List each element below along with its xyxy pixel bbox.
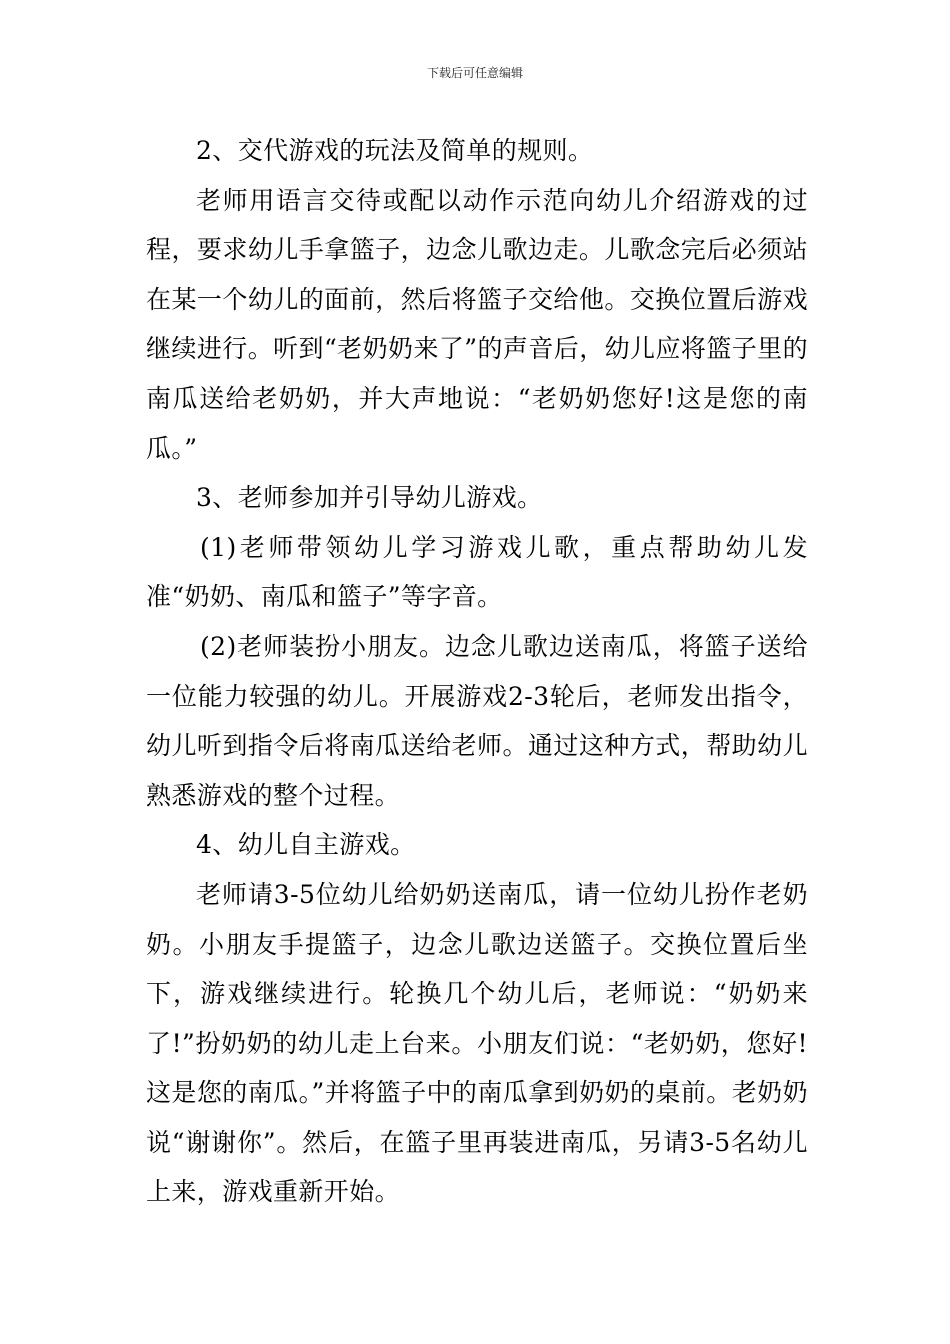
paragraph-step-4-title: 4、幼儿自主游戏。 (196, 830, 416, 860)
document-body (146, 126, 808, 1217)
paragraph-step-2-title: 2、交代游戏的玩法及简单的规则。 (196, 136, 594, 165)
paragraph-step-4-body: 老师请3-5位幼儿给奶奶送南瓜，请一位幼儿扮作老奶奶。小朋友手提篮子，边念儿歌边送篮子。交换位置后坐下，游戏继续进行。轮换几个幼儿后，老师说：“奶奶来了!”扮奶奶的幼儿走上台来。小朋友们说：“老奶奶，您好!这是您的南瓜。”并将篮子中的南瓜拿到奶奶的桌前。老奶奶说“谢谢你”。然后，在篮子里再装进南瓜，另请3-5名幼儿上来，游戏重新开始。 (146, 879, 808, 1207)
page-header: 下载后可任意编辑 (426, 66, 523, 80)
paragraph-step-3-title: 3、老师参加并引导幼儿游戏。 (196, 483, 543, 513)
paragraph-step-3-sub-1: (1)老师带领幼儿学习游戏儿歌，重点帮助幼儿发准“奶奶、南瓜和篮子”等字音。 (146, 532, 808, 612)
paragraph-step-2-body: 老师用语言交待或配以动作示范向幼儿介绍游戏的过程，要求幼儿手拿篮子，边念儿歌边走。儿歌念完后必须站在某一个幼儿的面前，然后将篮子交给他。交换位置后游戏继续进行。听到“老奶奶来了”的声音后，幼儿应将篮子里的南瓜送给老奶奶，并大声地说：“老奶奶您好!这是您的南瓜。” (146, 185, 808, 463)
paragraph-step-3-sub-2: (2)老师装扮小朋友。边念儿歌边送南瓜，将篮子送给一位能力较强的幼儿。开展游戏2-3轮后，老师发出指令，幼儿听到指令后将南瓜送给老师。通过这种方式，帮助幼儿熟悉游戏的整个过程。 (146, 631, 808, 810)
